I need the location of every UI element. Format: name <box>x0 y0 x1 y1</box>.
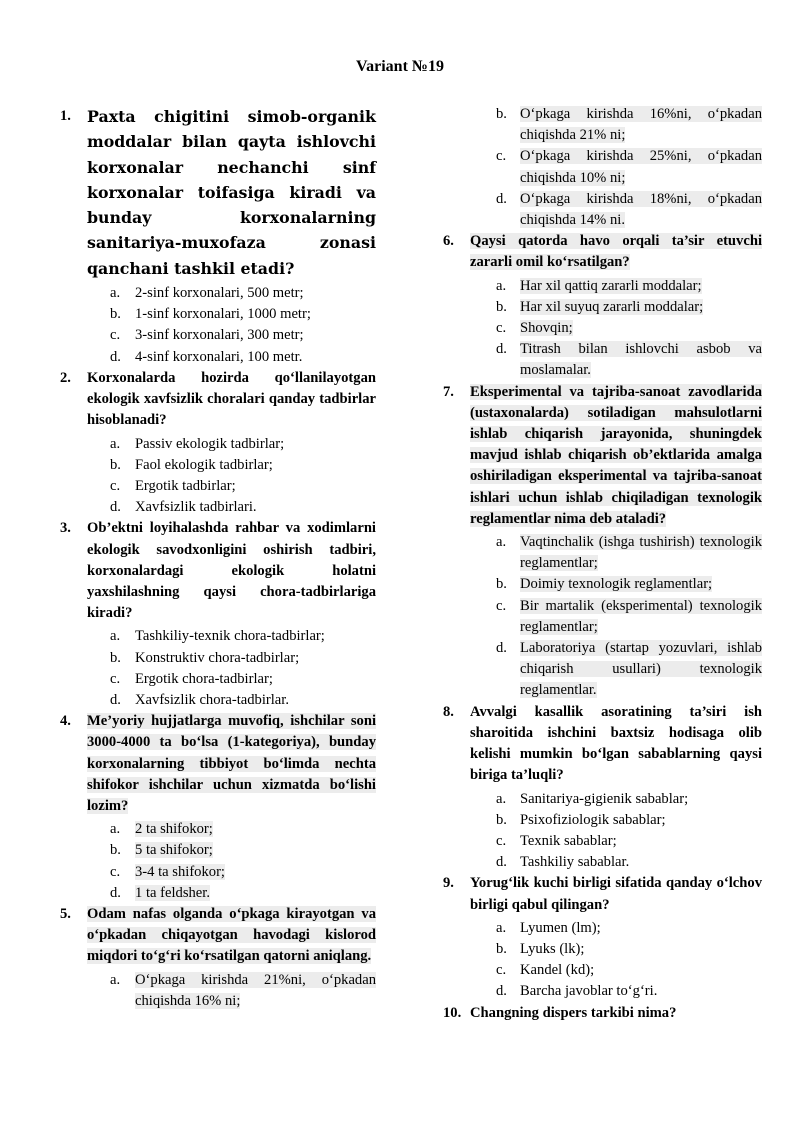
answer-option-d[interactable]: d. Barcha javoblar to‘g‘ri. <box>496 983 658 1000</box>
answer-option-d[interactable]: d. Xavfsizlik chora-tadbirlar. <box>110 691 289 708</box>
answer-option-d[interactable]: d. O‘pkaga kirishda 18%ni, o‘pkadan chiqishda 14% ni. <box>496 190 762 229</box>
answer-option-a[interactable]: a. Passiv ekologik tadbirlar; <box>110 435 285 452</box>
question-number: 2. <box>60 369 71 386</box>
answer-option-c[interactable]: c. Kandel (kd); <box>496 962 595 979</box>
answer-option-c[interactable]: c. Shovqin; <box>496 320 573 337</box>
question-text: Paxta chigitini simob-organik moddalar bilan qayta ishlovchi korxonalar nechanchi sinf korxonalar toifasiga kiradi va bunday korxonalarning sanitariya-muxofaza zonasi qanchani tashkil etadi? <box>87 107 376 278</box>
question-text-highlight: Me’yoriy hujjatlarga muvofiq, ishchilar soni 3000-4000 ta bo‘lsa (1-kategoriya), bunday korxonalarning tibbiyot bo‘limda nechta shifokor ishchilar uchun xizmatda bo‘lishi lozim? <box>87 713 376 814</box>
answer-option-c[interactable]: c. Ergotik tadbirlar; <box>110 477 236 494</box>
question-8 <box>443 702 762 874</box>
question-text-highlight: Eksperimental va tajriba-sanoat zavodlarida (ustaxonalarda) sotiladigan mahsulotlarni ishlab chiqarish jarayonida, shuningdek mavjud ishlab chiqarish ob’ektlarida amalga oshiriladigan eksperimental va tajriba-sanoat ishlari uchun ishlab chiqiladigan texnologik reglamentlar nima deb ataladi? <box>470 383 762 527</box>
answer-option-c[interactable]: c. 3-4 ta shifokor; <box>110 863 225 880</box>
question-text: Avvalgi kasallik asoratining ta’siri ish sharoitida ishchini baxtsiz hodisaga olib kelishi mumkin bo‘lgan sabablarning qaysi biriga ta’luqli? <box>470 703 762 784</box>
answer-option-a[interactable]: a. Vaqtinchalik (ishga tushirish) texnologik reglamentlar; <box>496 534 762 572</box>
answer-option-a[interactable]: a. Sanitariya-gigienik sabablar; <box>496 790 689 807</box>
answer-option-a[interactable]: a. Har xil qattiq zararli moddalar; <box>496 277 702 294</box>
question-number: 1. <box>60 108 71 124</box>
answer-option-c[interactable]: c. Bir martalik (eksperimental) texnologik reglamentlar; <box>496 597 762 635</box>
question-number: 9. <box>443 875 454 892</box>
answer-options <box>443 532 762 702</box>
answer-option-c[interactable]: c. Texnik sabablar; <box>496 832 617 849</box>
question-6 <box>443 231 762 381</box>
answer-option-a[interactable]: a. O‘pkaga kirishda 21%ni, o‘pkadan chiqishda 16% ni; <box>110 971 376 1009</box>
answer-options <box>443 789 762 874</box>
answer-option-b[interactable]: b. Lyuks (lk); <box>496 940 585 957</box>
answer-option-d[interactable]: d. 1 ta feldsher. <box>110 884 210 901</box>
answer-option-b[interactable]: b. Doimiy texnologik reglamentlar; <box>496 576 713 593</box>
question-text: Ob’ektni loyihalashda rahbar va xodimlarni ekologik savodxonligini oshirish tadbiri, korxonalardagi ekologik holatni yaxshilashning qaysi chora-tadbirlariga kiradi? <box>87 520 376 622</box>
answer-option-a[interactable]: a. Tashkiliy-texnik chora-tadbirlar; <box>110 628 325 645</box>
question-text <box>87 711 376 817</box>
answer-option-d[interactable]: d. 4-sinf korxonalari, 100 metr. <box>110 348 303 365</box>
page-title: Variant №19 <box>356 58 444 75</box>
question-number: 10. <box>443 1004 462 1021</box>
answer-option-b[interactable]: b. 5 ta shifokor; <box>110 842 213 859</box>
answer-option-b[interactable]: b. 1-sinf korxonalari, 1000 metr; <box>110 306 311 323</box>
answer-options <box>443 918 762 1003</box>
answer-options <box>60 819 376 904</box>
question-text: Changning dispers tarkibi nima? <box>470 1004 677 1021</box>
answer-option-d[interactable]: d. Titrash bilan ishlovchi asbob va moslamalar. <box>496 341 762 379</box>
question-10 <box>443 1003 762 1024</box>
question-text: Korxonalarda hozirda qo‘llanilayotgan ekologik xavfsizlik choralari qanday tadbirlar hisoblanadi? <box>87 369 376 429</box>
question-4 <box>60 711 376 904</box>
question-text <box>470 382 762 530</box>
question-1 <box>60 104 376 368</box>
answer-option-a[interactable]: a. Lyumen (lm); <box>496 919 601 936</box>
question-3 <box>60 518 376 711</box>
question-5 <box>60 904 376 1012</box>
answer-options <box>60 626 376 711</box>
question-7 <box>443 382 762 702</box>
answer-option-c[interactable]: c. 3-sinf korxonalari, 300 metr; <box>110 327 304 344</box>
answer-option-d[interactable]: d. Tashkiliy sabablar. <box>496 854 630 871</box>
answer-option-a[interactable]: a. 2-sinf korxonalari, 500 metr; <box>110 285 304 302</box>
question-text <box>470 231 762 273</box>
question-number: 4. <box>60 713 71 730</box>
question-text-highlight: Odam nafas olganda o‘pkaga kirayotgan va o‘pkadan chiqayotgan havodagi kislorod miqdori to‘g‘ri ko‘rsatilgan qatorni aniqlang. <box>87 905 376 965</box>
answer-option-b[interactable]: b. O‘pkaga kirishda 16%ni, o‘pkadan chiqishda 21% ni; <box>496 106 762 144</box>
answer-option-c[interactable]: c. O‘pkaga kirishda 25%ni, o‘pkadan chiqishda 10% ni; <box>496 148 762 186</box>
answer-option-b[interactable]: b. Faol ekologik tadbirlar; <box>110 456 273 473</box>
left-column <box>60 104 376 1012</box>
question-number: 7. <box>443 383 454 400</box>
question-number: 3. <box>60 520 71 537</box>
question-2 <box>60 368 376 518</box>
answer-options <box>60 434 376 519</box>
question-9 <box>443 873 762 1002</box>
answer-option-c[interactable]: c. Ergotik chora-tadbirlar; <box>110 670 273 687</box>
answer-option-d[interactable]: d. Laboratoriya (startap yozuvlari, ishlab chiqarish usullari) texnologik reglamentlar. <box>496 640 762 699</box>
question-text <box>87 904 376 968</box>
question-number: 5. <box>60 905 71 922</box>
question-number: 8. <box>443 703 454 720</box>
answer-option-d[interactable]: d. Xavfsizlik tadbirlari. <box>110 499 257 516</box>
answer-options <box>443 276 762 382</box>
question-number: 6. <box>443 233 454 250</box>
answer-option-b[interactable]: b. Psixofiziologik sabablar; <box>496 811 666 828</box>
answer-option-b[interactable]: b. Konstruktiv chora-tadbirlar; <box>110 649 300 666</box>
question-5-options-continued <box>443 104 762 231</box>
answer-option-a[interactable]: a. 2 ta shifokor; <box>110 821 213 838</box>
answer-option-b[interactable]: b. Har xil suyuq zararli moddalar; <box>496 298 704 315</box>
answer-options <box>60 283 376 368</box>
answer-options <box>60 970 376 1012</box>
question-text: Yorug‘lik kuchi birligi sifatida qanday o‘lchov birligi qabul qilingan? <box>470 875 762 913</box>
question-text-highlight: Qaysi qatorda havo orqali ta’sir etuvchi zararli omil ko‘rsatilgan? <box>470 233 762 271</box>
right-column <box>443 104 762 1024</box>
